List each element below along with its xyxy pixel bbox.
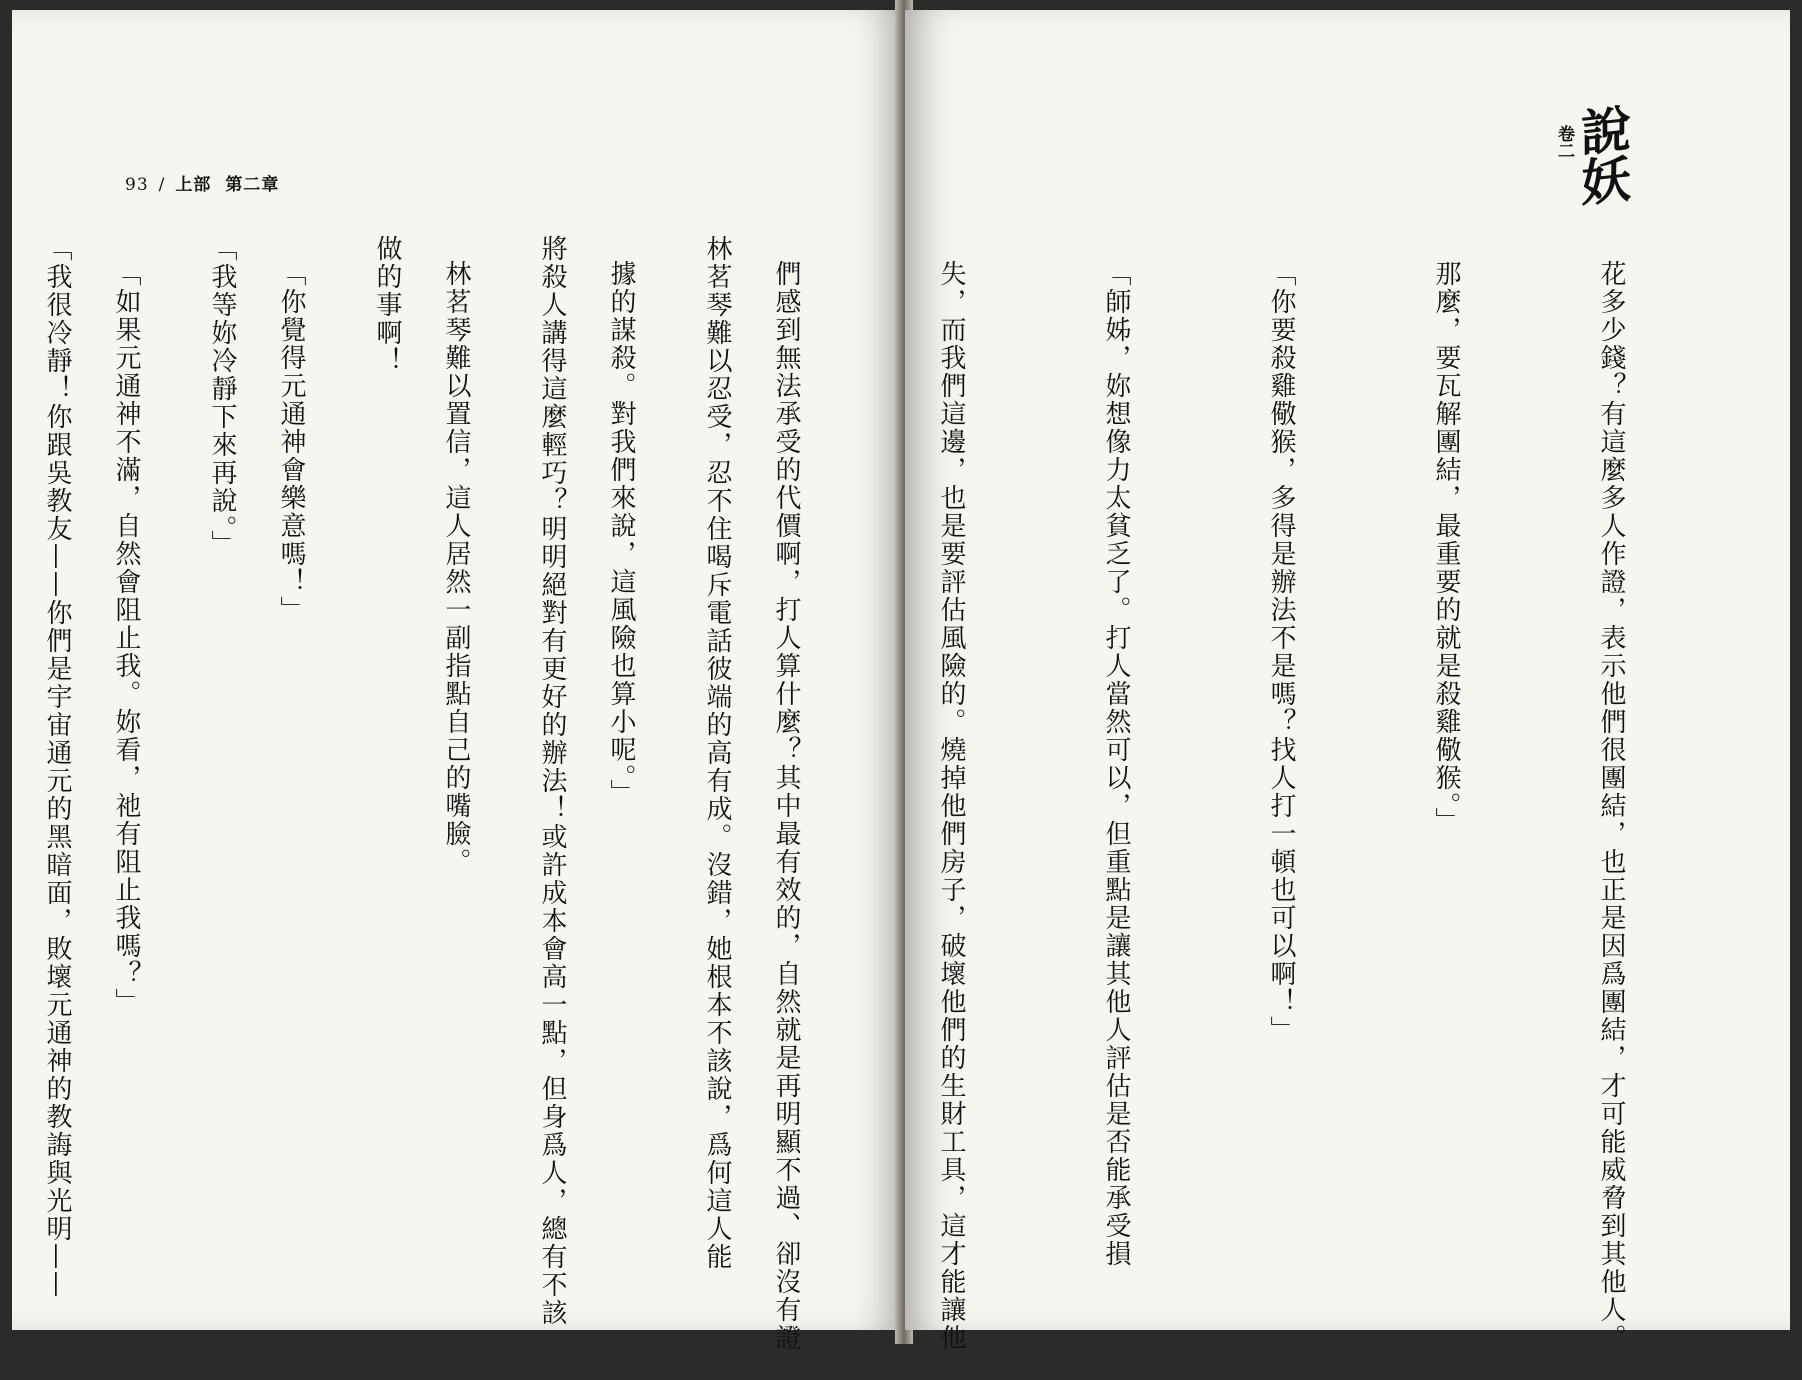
header-chapter: 第二章 (225, 175, 280, 195)
text-column: 「你要殺雞儆猴，多得是辦法不是嗎？找人打一頓也可以啊！」 (1266, 260, 1296, 1044)
text-column: 林茗琴難以忍受，忍不住喝斥電話彼端的高有成。沒錯，她根本不該說，爲何這人能 (702, 235, 732, 1271)
text-column: 們感到無法承受的代價啊，打人算什麼？其中最有效的，自然就是再明顯不過、卻沒有證 (771, 260, 801, 1352)
volume-label: 卷二 (1554, 125, 1574, 159)
text-column: 「你覺得元通神會樂意嗎！」 (276, 260, 306, 624)
book-title-logo (1552, 101, 1672, 225)
header-separator: / (158, 175, 166, 195)
text-column: 花多少錢？有這麼多人作證，表示他們很團結，也正是因爲團結，才可能威脅到其他人。 (1596, 260, 1626, 1352)
text-column: 那麼，要瓦解團結，最重要的就是殺雞儆猴。」 (1431, 260, 1461, 835)
header-part: 上部 (175, 175, 212, 195)
page-number: 93 (125, 175, 149, 195)
running-header (125, 170, 279, 195)
right-body-text (0, 260, 1748, 1352)
text-column: 林茗琴難以置信，這人居然一副指點自己的嘴臉。 (441, 260, 471, 876)
text-column: 做的事啊！ (372, 235, 402, 375)
text-column: 據的謀殺。對我們來說，這風險也算小呢。」 (606, 260, 636, 807)
text-column: 「我等妳冷靜下來再說。」 (207, 235, 237, 558)
text-column: 「我很冷靜！你跟吳教友——你們是宇宙通元的黑暗面，敗壞元通神的教誨與光明—— (42, 235, 72, 1299)
text-column: 將殺人講得這麼輕巧？明明絕對有更好的辦法！或許成本會高一點，但身爲人，總有不該 (537, 235, 567, 1327)
book-title: 說妖 (1573, 101, 1632, 209)
text-column: 「師姊，妳想像力太貧乏了。打人當然可以，但重點是讓其他人評估是否能承受損 (1101, 260, 1131, 1268)
text-column: 失，而我們這邊，也是要評估風險的。燒掉他們房子，破壞他們的生財工具，這才能讓他 (936, 260, 966, 1352)
text-column: 「如果元通神不滿，自然會阻止我。妳看，祂有阻止我嗎？」 (111, 260, 141, 1016)
